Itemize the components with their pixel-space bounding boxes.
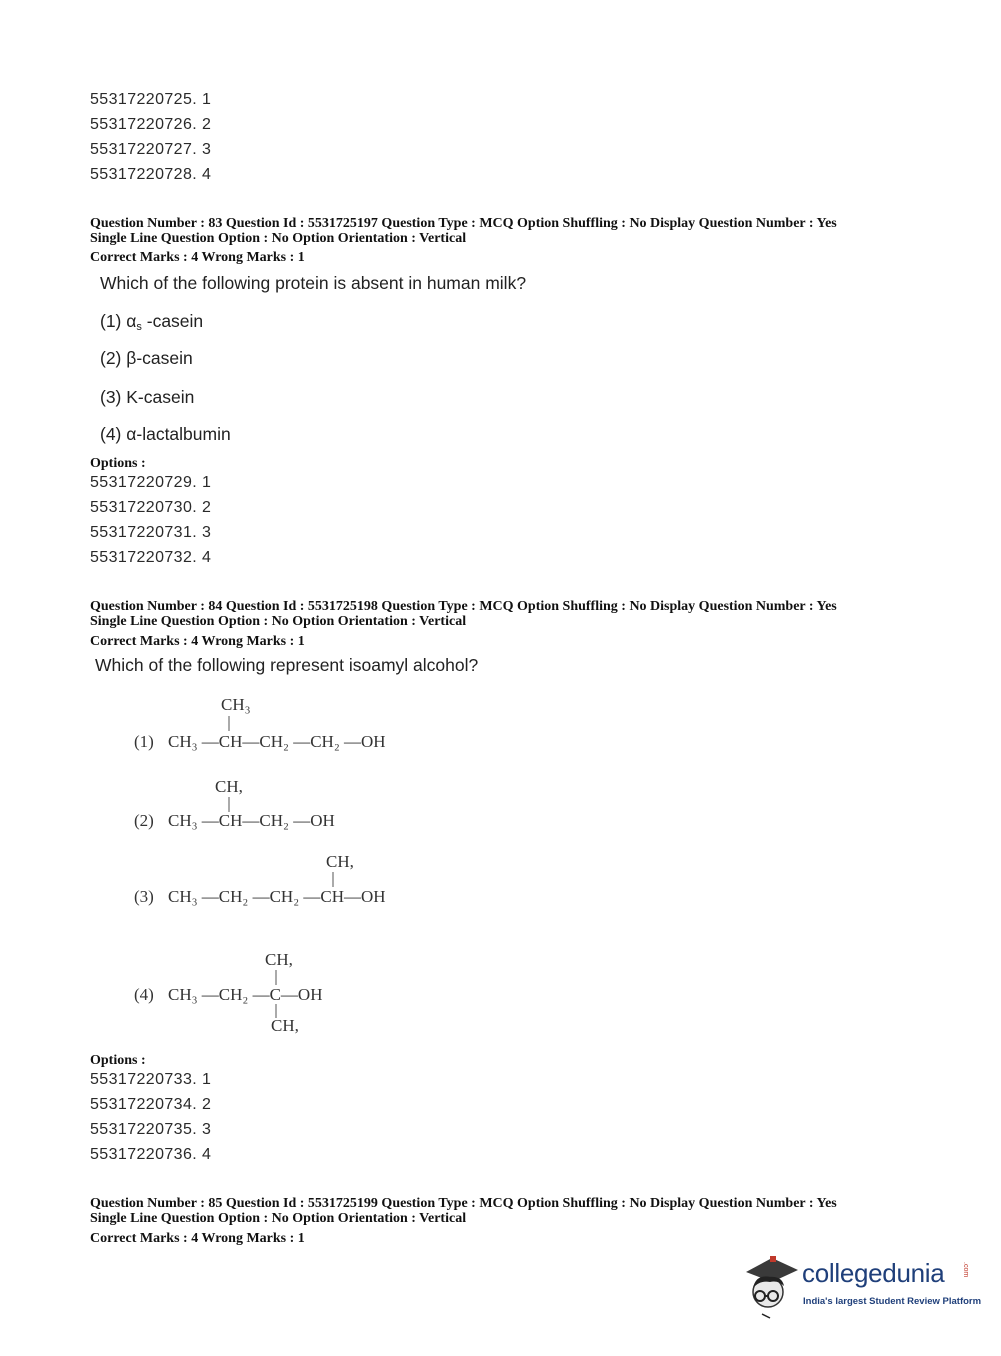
structure-4-top: CH, [265,950,293,969]
structure-3-top: CH, [326,852,354,871]
logo-tagline: India's largest Student Review Platform [803,1296,982,1307]
option-id-line: 55317220728. 4 [90,166,212,183]
structure-1-chain: CH₃ —CH—CH₂ —CH₂ —OH [168,732,386,751]
question-84-marks: Correct Marks : 4 Wrong Marks : 1 [90,634,305,649]
question-83-meta-2: Single Line Question Option : No Option Orientation : Vertical [90,231,467,246]
structure-4 [134,950,322,1035]
option-id-line: 55317220727. 3 [90,141,212,158]
collegedunia-logo [740,1250,982,1320]
question-84-text: Which of the following represent isoamyl alcohol? [95,655,479,675]
question-84-meta: Question Number : 84 Question Id : 5531725198 Question Type : MCQ Option Shuffling : No Display Question Number : Yes [90,599,837,614]
question-85-meta: Question Number : 85 Question Id : 5531725199 Question Type : MCQ Option Shuffling : No Display Question Number : Yes [90,1196,837,1211]
question-83-text: Which of the following protein is absent in human milk? [100,273,527,293]
option-id-line: 55317220736. 4 [90,1146,212,1163]
question-85-marks: Correct Marks : 4 Wrong Marks : 1 [90,1231,305,1246]
option-id-line: 55317220726. 2 [90,116,212,133]
logo-com: .com [962,1262,969,1278]
question-85-meta-2: Single Line Question Option : No Option Orientation : Vertical [90,1211,467,1226]
structure-1-top: CH₃ [221,695,251,714]
structure-1-label: (1) [134,732,154,751]
option-id-line: 55317220729. 1 [90,474,212,491]
structure-3-label: (3) [134,887,154,906]
structure-2 [134,777,335,830]
question-83-meta: Question Number : 83 Question Id : 5531725197 Question Type : MCQ Option Shuffling : No Display Question Number : Yes [90,216,837,231]
structure-4-chain: CH₃ —CH₂ —C—OH [168,985,323,1004]
structure-2-chain: CH₃ —CH—CH₂ —OH [168,811,335,830]
options-label: Options : [90,456,146,471]
structure-1 [134,695,386,751]
option-id-line: 55317220733. 1 [90,1071,212,1088]
structure-2-label: (2) [134,811,154,830]
graduate-mascot-icon [740,1250,802,1320]
question-83-choice-3: (3) K-casein [100,387,195,407]
option-id-line: 55317220731. 3 [90,524,212,541]
logo-wordmark: collegedunia [802,1258,945,1288]
option-id-line: 55317220725. 1 [90,91,212,108]
option-id-line: 55317220732. 4 [90,549,212,566]
question-83-choice-2: (2) β-casein [100,348,193,368]
question-83-marks: Correct Marks : 4 Wrong Marks : 1 [90,250,305,265]
question-83-choice-1: (1) $\alpha_s$ -casein [100,311,204,333]
question-83-choice-4: (4) α-lactalbumin [100,424,231,444]
structure-3-chain: CH₃ —CH₂ —CH₂ —CH—OH [168,887,386,906]
structure-3 [134,852,386,906]
structure-4-label: (4) [134,985,154,1004]
option-id-line: 55317220730. 2 [90,499,212,516]
structure-2-top: CH, [215,777,243,796]
options-label: Options : [90,1053,146,1068]
option-id-line: 55317220734. 2 [90,1096,212,1113]
structure-4-bottom: CH, [271,1016,299,1035]
question-84-meta-2: Single Line Question Option : No Option Orientation : Vertical [90,614,467,629]
option-id-line: 55317220735. 3 [90,1121,212,1138]
